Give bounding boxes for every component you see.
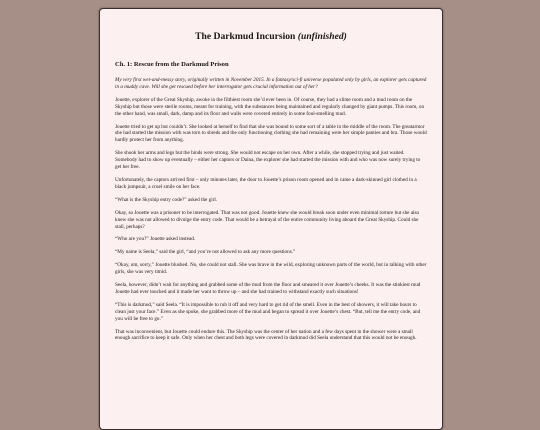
story-title	[115, 31, 427, 43]
story-page	[99, 8, 443, 430]
chapter-heading: Ch. 1: Rescue from the Darkmud Prison	[115, 61, 229, 68]
story-title-main: The Darkmud Incursion	[195, 31, 296, 42]
story-paragraph: “My name is Seela,” said the girl, “and you’re not allowed to ask any more questions.”	[115, 249, 296, 256]
story-paragraph: “Okay, um, sorry,” Jouette blushed. No, she could not stall. She was brave in the wild, exploring unknown parts of the world, but in talking with other girls, she was very timid.	[115, 262, 427, 276]
story-paragraph: Unfortunately, the captors arrived first – only minutes later, the door to Jouette’s prison room opened and in came a dark-skinned girl clothed in a black jumpsuit, a cruel smile on her face.	[115, 176, 417, 190]
story-content	[100, 31, 442, 342]
story-paragraph: Jouette tried to get up but couldn’t. She looked at herself to find that she was bound to some sort of a table in the middle of the room. The greatarmor she had started the mission with was torn to shreds and the only functioning clothing she had remaining were her simple panties and bra. Those would hardly protect her from anything.	[115, 123, 427, 144]
story-paragraph: Okay, so Jouette was a prisoner to be interrogated. That was not good. Jouette knew she would break soon under even minimal torture but she also knew she was not allowed to divulge the entry code. That would be a betrayal of the entire community living aboard the Great Skyship. Could she stall, perhaps?	[115, 209, 420, 230]
story-paragraph: Seela, however, didn’t wait for anything and grabbed some of the mud from the floor and smeared it over Jouette’s cheeks. It was the stinkiest mud Jouette had ever touched and it made her want to throw up – and she had trained to withstand exactly such situations!	[115, 282, 421, 295]
story-intro: My very first wet-and-messy story, originally written in November 2015. In a fantasy/sci-fi universe populated only by girls, an explorer gets captured in a muddy cave. Will she get rescued before her interrogator gets crucial information out of her?	[115, 77, 427, 90]
story-paragraph: “What is the Skyship entry code?” asked the girl.	[115, 196, 218, 203]
story-paragraph: That was inconvenient, but Jouette could endure this. The Skyship was the center of her nation and a few days spent in the shower were a small enough sacrifice to keep it safe. Only when her chest and both legs were covered in darkmud did Seela understand that this would not be enough.	[115, 328, 417, 342]
story-paragraph: “Who are you?” Jouette asked instead.	[115, 236, 196, 243]
story-paragraph: She shook her arms and legs but the binds were strong. She would not escape on her own. After a while, she stopped trying and just waited. Somebody had to show up eventually – either her captors or Daina, the explorer she had started the mission with and who was now surely trying to get her free.	[115, 150, 421, 171]
story-paragraph: “This is darkmud,” said Seela. “It is impossible to rub it off and very hard to get rid of the smell. Even in the best of showers, it will take hours to clean just your face.” Even as she spoke, she grabbed more of the mud and began to spread it over Jouette’s chest. “But, tell me the entry code, and you will be free to go.”	[115, 301, 421, 322]
story-paragraph: Jouette, explorer of the Great Skyship, awoke in the filthiest room she’d ever been in. Of course, they had a slime room and a mud room on the Skyship but those were sterile rooms, meant for training, with the substances being maintained and regularly changed by giant pumps. This room, on the other hand, was small, dark, damp and its floor and walls were covered entirely in some foul-smelling mud.	[115, 96, 425, 117]
story-title-suffix: (unfinished)	[297, 31, 347, 42]
